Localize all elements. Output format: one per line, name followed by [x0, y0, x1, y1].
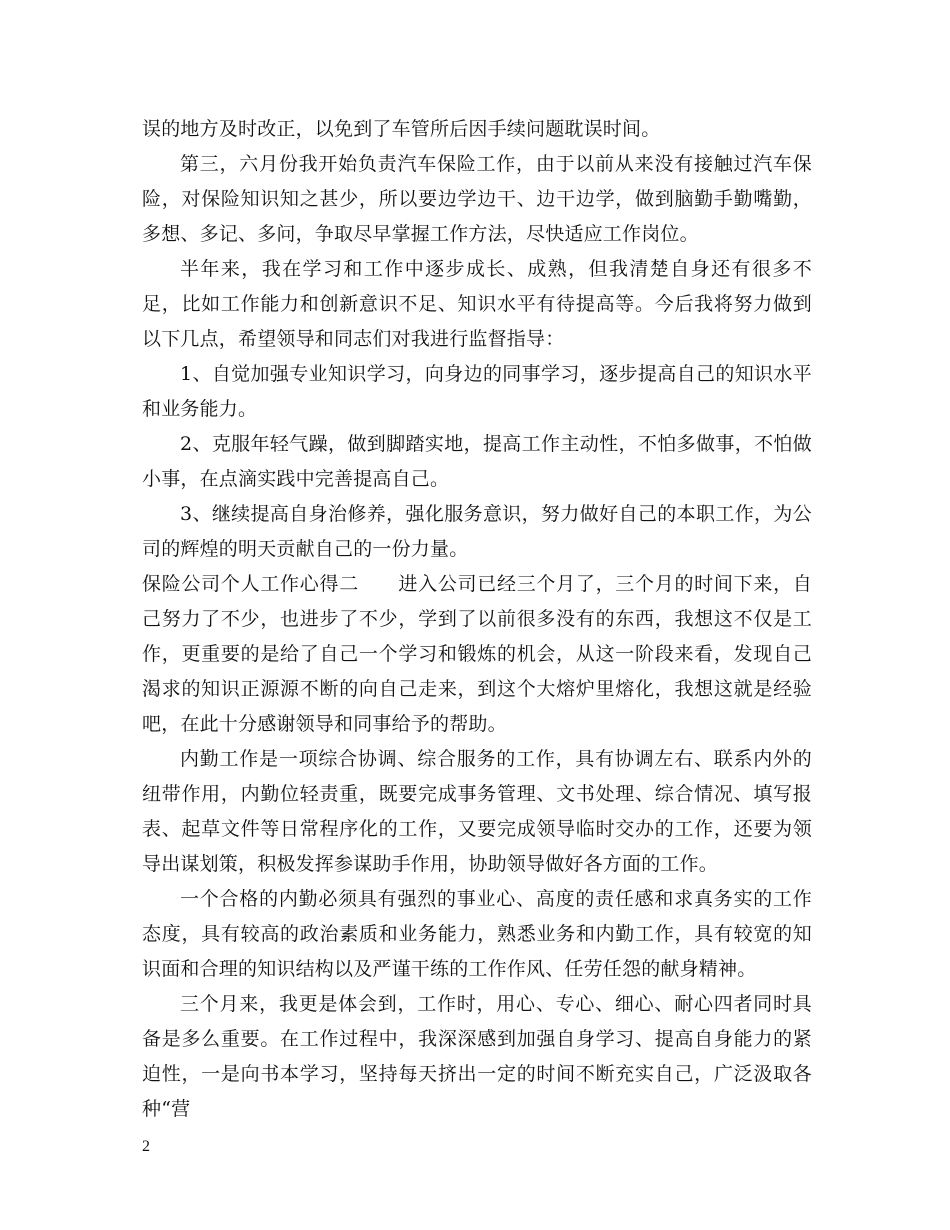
paragraph: 3、继续提高自身治修养，强化服务意识，努力做好自己的本职工作，为公司的辉煌的明天贡献自己的一份力量。	[142, 503, 812, 560]
paragraph: 2、克服年轻气躁，做到脚踏实地，提高工作主动性，不怕多做事，不怕做小事，在点滴实践中完善提高自己。	[142, 433, 812, 490]
paragraph: 1、自觉加强专业知识学习，向身边的同事学习，逐步提高自己的知识水平和业务能力。	[142, 363, 812, 420]
paragraph: 三个月来，我更是体会到，工作时，用心、专心、细心、耐心四者同时具备是多么重要。在工作过程中，我深深感到加强自身学习、提高自身能力的紧迫性，一是向书本学习，坚持每天挤出一定的时间不断充实自己，广泛汲取各种“营	[142, 993, 812, 1120]
paragraph-section-title: 保险公司个人工作心得二 进入公司已经三个月了，三个月的时间下来，自己努力了不少，也进步了不少，学到了以前很多没有的东西，我想这不仅是工作，更重要的是给了自己一个学习和锻炼的机会，从这一阶段来看，发现自己渴求的知识正源源不断的向自己走来，到这个大熔炉里熔化，我想这就是经验吧，在此十分感谢领导和同事给予的帮助。	[142, 573, 812, 735]
document-body	[142, 112, 812, 1127]
paragraph: 误的地方及时改正，以免到了车管所后因手续问题耽误时间。	[142, 118, 661, 140]
paragraph: 一个合格的内勤必须具有强烈的事业心、高度的责任感和求真务实的工作态度，具有较高的政治素质和业务能力，熟悉业务和内勤工作，具有较宽的知识面和合理的知识结构以及严谨干练的工作作风、任劳任怨的献身精神。	[142, 888, 812, 980]
paragraph: 内勤工作是一项综合协调、综合服务的工作，具有协调左右、联系内外的纽带作用，内勤位轻责重，既要完成事务管理、文书处理、综合情况、填写报表、起草文件等日常程序化的工作，又要完成领导临时交办的工作，还要为领导出谋划策，积极发挥参谋助手作用，协助领导做好各方面的工作。	[142, 748, 812, 875]
paragraph: 第三，六月份我开始负责汽车保险工作，由于以前从来没有接触过汽车保险，对保险知识知之甚少，所以要边学边干、边干边学，做到脑勤手勤嘴勤，多想、多记、多问，争取尽早掌握工作方法，尽快适应工作岗位。	[142, 153, 812, 245]
paragraph: 半年来，我在学习和工作中逐步成长、成熟，但我清楚自身还有很多不足，比如工作能力和创新意识不足、知识水平有待提高等。今后我将努力做到以下几点，希望领导和同志们对我进行监督指导：	[142, 258, 812, 350]
page-number: 2	[142, 1138, 150, 1155]
